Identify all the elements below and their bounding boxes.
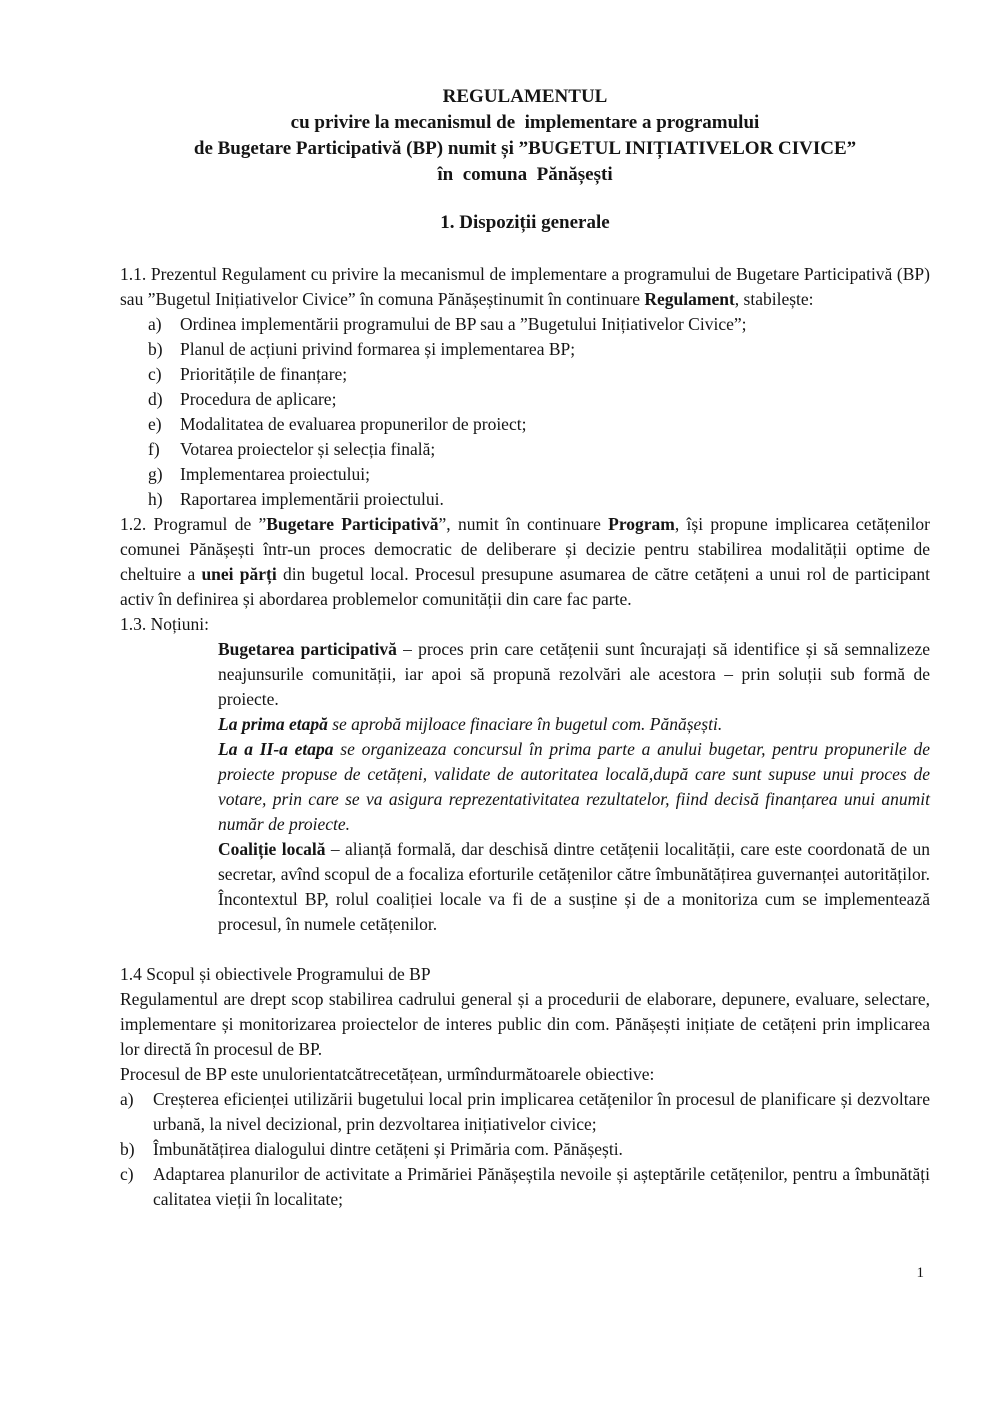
list-regulation-scope (120, 312, 930, 512)
paragraph-1-2-bold-unei-parti: unei părți (201, 564, 277, 584)
list-item-f (120, 437, 930, 462)
objective-marker-c: c) (120, 1164, 134, 1184)
objective-item-a (120, 1087, 930, 1137)
definition-term-a-doua-etapa: La a II-a etapa (218, 739, 334, 759)
definition-body-a-doua-etapa: se organizeaza concursul în prima parte a anului bugetar, pentru propunerile de proiecte propuse de cetățeni, validate de autoritatea locală,după care sunt supuse unui proces de votare, prin care se va asigura reprezentativitatea rezultatelor, fiind decisă finanțarea unui anumit număr de proiecte. (218, 739, 930, 834)
list-item-e (120, 412, 930, 437)
paragraph-1-2-mid-2: , își propune implicarea cetățenilor comunei Pănășești într-un proces democratic de deliberare și decizie pentru stabilirea modalității optime de cheltuire a (120, 514, 931, 584)
title-line-1: REGULAMENTUL (442, 86, 608, 107)
objective-item-c-text: Adaptarea planurilor de activitate a Primăriei Pănășeștila nevoile și așteptările cetățenilor, pentru a îmbunătăți calitatea vieții în localitate; (153, 1164, 930, 1209)
title-line-2: cu privire la mecanismul de implementare a programului (290, 112, 760, 133)
section-heading-dispozitii-generale: 1. Dispoziții generale (440, 212, 610, 233)
list-marker-f: f) (148, 439, 160, 459)
list-item-h (120, 487, 930, 512)
paragraph-1-2-tail: din bugetul local. Procesul presupune asumarea de către cetățeni a unui rol de participant activ în definirea și abordarea problemelor comunității din care fac parte. (120, 564, 930, 609)
paragraph-1-4-scope: Regulamentul are drept scop stabilirea cadrului general și a procedurii de elaborare, depunere, evaluare, selectare, implementare și monitorizarea proiectelor de interes public din com. Pănășești inițiate de cetățeni prin implicarea lor directă în procesul de BP. (120, 989, 930, 1059)
document-title (120, 84, 930, 188)
list-item-a-text: Ordinea implementării programului de BP sau a ”Bugetului Inițiativelor Civice”; (180, 314, 747, 334)
list-item-c-text: Prioritățile de finanțare; (180, 364, 348, 384)
list-item-h-text: Raportarea implementării proiectului. (180, 489, 444, 509)
list-marker-d: d) (148, 389, 163, 409)
definition-a-doua-etapa (218, 737, 930, 837)
definition-prima-etapa (218, 712, 930, 737)
paragraph-1-1-text: 1.1. Prezentul Regulament cu privire la mecanismul de implementare a programului de Bugetare Participativă (BP) sau ”Bugetul Inițiativelor Civice” în comuna Pănășeștinumit în continuare (120, 264, 930, 309)
list-item-c (120, 362, 930, 387)
definition-body-bugetarea-participativa: – proces prin care cetățenii sunt încurajați să identifice și să semnalizeze neajunsurile comunității, iar apoi să propună rezolvări ale acestora – prin soluții sub formă de proiecte. (218, 639, 930, 709)
title-line-3: de Bugetare Participativă (BP) numit și ”BUGETUL INIȚIATIVELOR CIVICE” (193, 138, 857, 159)
list-objectives (120, 1087, 930, 1212)
list-item-b (120, 337, 930, 362)
paragraph-1-2-bold-program: Program (608, 514, 675, 534)
paragraph-1-4-objectives-intro: Procesul de BP este unulorientatcătrecetățean, urmîndurmătoarele obiective: (120, 1064, 655, 1084)
list-marker-e: e) (148, 414, 162, 434)
list-item-g (120, 462, 930, 487)
list-item-f-text: Votarea proiectelor și selecția finală; (180, 439, 436, 459)
definitions-block (218, 637, 930, 937)
paragraph-1-1-tail: , stabilește: (734, 289, 814, 309)
title-line-4: în comuna Pănășești (437, 164, 613, 185)
objective-item-b (120, 1137, 930, 1162)
paragraph-1-2-bold-bugetare-participativa: Bugetare Participativă (266, 514, 439, 534)
paragraph-1-2-text: 1.2. Programul de ” (120, 514, 267, 534)
list-item-b-text: Planul de acțiuni privind formarea și implementarea BP; (180, 339, 576, 359)
objective-item-c (120, 1162, 930, 1212)
definition-coalitie-locala (218, 837, 930, 937)
paragraph-1-3-notiuni: 1.3. Noțiuni: (120, 614, 209, 634)
objective-marker-a: a) (120, 1089, 134, 1109)
list-item-d (120, 387, 930, 412)
list-marker-h: h) (148, 489, 163, 509)
paragraph-1-1-bold-regulament: Regulament (644, 289, 735, 309)
objective-item-b-text: Îmbunătățirea dialogului dintre cetățeni și Primăria com. Pănășești. (153, 1139, 623, 1159)
objective-item-a-text: Creșterea eficienței utilizării bugetului local prin implicarea cetățenilor în procesul de planificare și dezvoltare urbană, la nivel decizional, prin dezvoltarea inițiativelor civice; (153, 1089, 930, 1134)
paragraph-1-2 (120, 512, 930, 612)
list-marker-b: b) (148, 339, 163, 359)
list-marker-g: g) (148, 464, 163, 484)
definition-body-coalitie-locala: – alianță formală, dar deschisă dintre cetățenii localității, care este coordonată de un secretar, avînd scopul de a focaliza eforturile cetățenilor către îmbunătățirea guvernanței autorităților. Încontextul BP, rolul coaliției locale va fi de a susține și de a monitoriza cum se implementează procesul, în numele cetățenilor. (218, 839, 930, 934)
list-marker-c: c) (148, 364, 162, 384)
list-item-g-text: Implementarea proiectului; (180, 464, 370, 484)
definition-bugetarea-participativa (218, 637, 930, 712)
objective-marker-b: b) (120, 1139, 135, 1159)
page-number: 1 (916, 1265, 924, 1281)
list-item-a (120, 312, 930, 337)
definition-term-prima-etapa: La prima etapă (218, 714, 328, 734)
paragraph-1-2-mid-1: ”, numit în continuare (438, 514, 609, 534)
definition-term-coalitie-locala: Coaliție locală (218, 839, 326, 859)
definition-body-prima-etapa: se aprobă mijloace finaciare în bugetul com. Pănășești. (327, 714, 723, 734)
list-item-e-text: Modalitatea de evaluarea propunerilor de proiect; (180, 414, 527, 434)
section-1-4-heading: 1.4 Scopul și obiectivele Programului de BP (120, 964, 431, 984)
list-marker-a: a) (148, 314, 162, 334)
list-item-d-text: Procedura de aplicare; (180, 389, 337, 409)
definition-term-bugetarea-participativa: Bugetarea participativă (218, 639, 397, 659)
paragraph-1-1 (120, 262, 930, 312)
